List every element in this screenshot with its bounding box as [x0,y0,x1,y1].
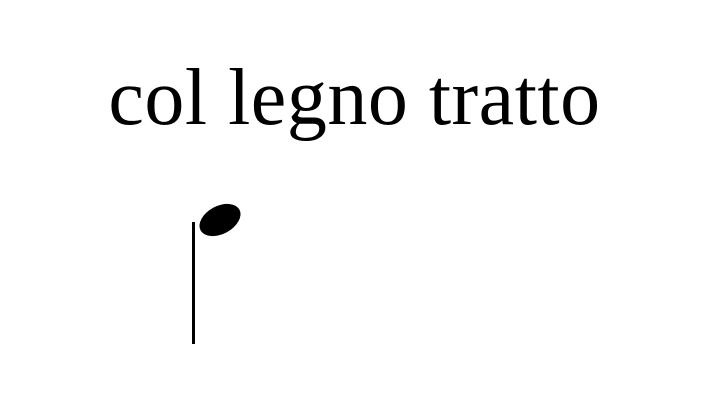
technique-title: col legno tratto [108,54,601,142]
quarter-note-icon [188,198,248,346]
note-head [194,198,246,243]
note-stem [192,222,195,344]
